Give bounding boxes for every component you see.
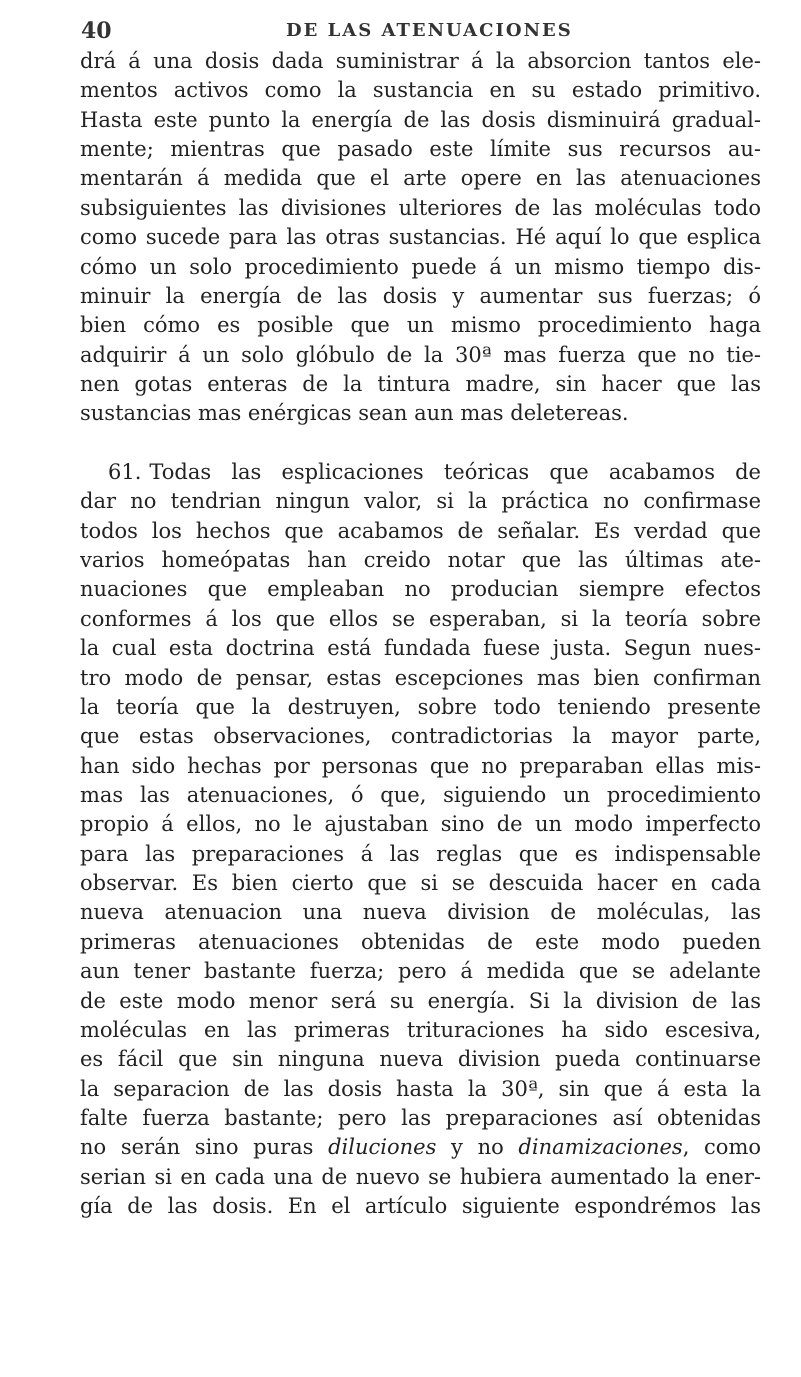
text-line: mentos activos como la sustancia en su estado primitivo. (80, 78, 761, 103)
paragraph-continuation (80, 47, 761, 429)
text-line: cómo un solo procedimiento puede á un mismo tiempo dis- (80, 254, 761, 279)
text-line: sustancias mas enérgicas sean aun mas deletereas. (80, 401, 629, 426)
text-line: observar. Es bien cierto que si se descuida hacer en cada (80, 871, 761, 896)
text-span: no serán sino puras (80, 1135, 329, 1160)
text-line: Hasta este punto la energía de las dosis disminuirá gradual- (80, 107, 761, 132)
paragraph-61 (80, 458, 761, 1221)
text-line (80, 458, 761, 487)
text-line: bien cómo es posible que un mismo procedimiento haga (80, 313, 761, 338)
text-span: Todas las esplicaciones teóricas que acabamos de (149, 460, 761, 485)
text-line: varios homeópatas han creido notar que las últimas ate- (80, 548, 761, 573)
text-line: minuir la energía de las dosis y aumentar sus fuerzas; ó (80, 283, 761, 308)
text-line: dar no tendrian ningun valor, si la práctica no confirmase (80, 489, 761, 514)
text-line: drá á una dosis dada suministrar á la absorcion tantos ele- (80, 49, 761, 73)
paragraph-number: 61. (108, 460, 142, 485)
text-line: la teoría que la destruyen, sobre todo teniendo presente (80, 694, 761, 719)
italic-term-dinamizaciones: dinamizaciones (518, 1135, 683, 1160)
text-line: moléculas en las primeras trituraciones ha sido escesiva, (80, 1017, 761, 1042)
text-line: como sucede para las otras sustancias. Hé aquí lo que esplica (80, 225, 761, 250)
text-line: nuaciones que empleaban no producian siempre efectos (80, 577, 761, 602)
text-line: de este modo menor será su energía. Si la division de las (80, 988, 761, 1013)
text-line: para las preparaciones á las reglas que es indispensable (80, 841, 761, 866)
text-line: tro modo de pensar, estas escepciones mas bien confirman (80, 665, 761, 690)
text-line: la separacion de las dosis hasta la 30ª, sin que á esta la (80, 1076, 761, 1101)
text-line: nueva atenuacion una nueva division de moléculas, las (80, 900, 761, 925)
text-line: serian si en cada una de nuevo se hubiera aumentado la ener- (80, 1164, 761, 1189)
page-number: 40 (81, 18, 112, 44)
italic-term-diluciones: diluciones (328, 1135, 437, 1160)
text-line: que estas observaciones, contradictorias la mayor parte, (80, 724, 761, 749)
text-line: nen gotas enteras de la tintura madre, sin hacer que las (80, 371, 761, 396)
text-line: adquirir á un solo glóbulo de la 30ª mas fuerza que no tie- (80, 342, 761, 367)
text-line: la cual esta doctrina está fundada fuese justa. Segun nues- (80, 636, 761, 661)
page-header (81, 18, 761, 48)
text-span: , como (682, 1135, 761, 1160)
paragraph-gap (80, 429, 761, 458)
body-text (80, 47, 761, 1221)
text-line: propio á ellos, no le ajustaban sino de un modo imperfecto (80, 812, 761, 837)
text-span: y no (436, 1135, 519, 1160)
text-line: falte fuerza bastante; pero las preparaciones así obtenidas (80, 1105, 761, 1130)
text-line: han sido hechas por personas que no preparaban ellas mis- (80, 753, 761, 778)
text-line: conformes á los que ellos se esperaban, si la teoría sobre (80, 606, 761, 631)
text-line: mentarán á medida que el arte opere en las atenuaciones (80, 166, 761, 191)
text-line: todos los hechos que acabamos de señalar. Es verdad que (80, 518, 761, 543)
running-head: DE LAS ATENUACIONES (286, 20, 573, 41)
text-line: gía de las dosis. En el artículo siguiente espondrémos las (80, 1194, 761, 1219)
text-line (80, 1133, 761, 1162)
text-line: es fácil que sin ninguna nueva division pueda continuarse (80, 1047, 761, 1072)
text-line: mas las atenuaciones, ó que, siguiendo un procedimiento (80, 782, 761, 807)
text-line: aun tener bastante fuerza; pero á medida que se adelante (80, 959, 761, 984)
text-line: primeras atenuaciones obtenidas de este modo pueden (80, 929, 761, 954)
text-line: mente; mientras que pasado este límite sus recursos au- (80, 137, 761, 162)
text-line: subsiguientes las divisiones ulteriores de las moléculas todo (80, 195, 761, 220)
